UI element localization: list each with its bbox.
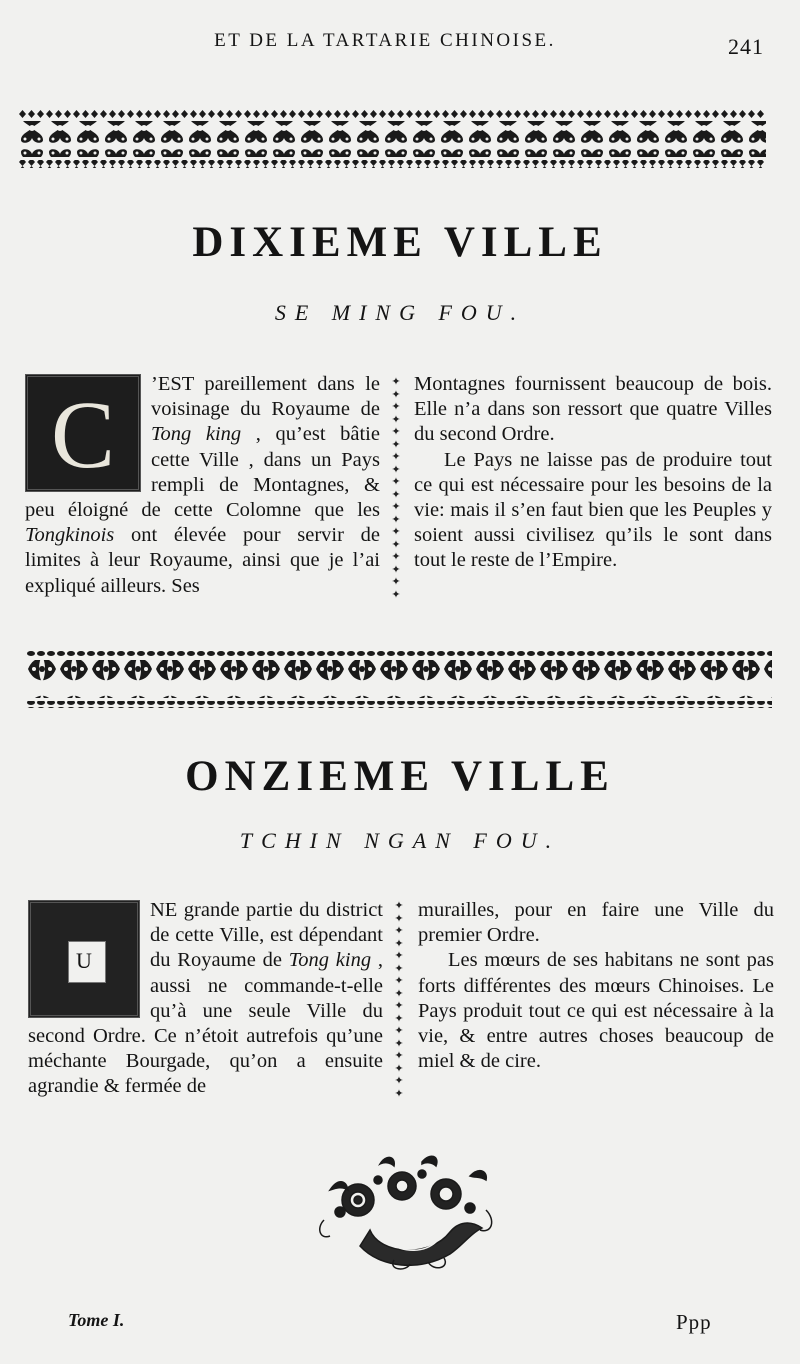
section-1-left-column: C ’EST pareillement dans le voisinage du Royaume de Tong king , qu’est bâtie cette Ville , dans un Pays rempli de Montagnes, & peu éloigné de cette Colomne que les Tongkinois ont élevée pour servir de limites à leur Royaume, ainsi que je l’ai expliqué ailleurs. Ses <box>25 373 380 597</box>
column-rule-1: ✦ ✦ ✦ ✦ ✦ ✦ ✦ ✦ ✦ ✦ ✦ ✦ ✦ ✦ ✦ ✦ ✦ ✦ <box>391 376 401 601</box>
ornament-band-top <box>18 110 766 170</box>
section-title-1: DIXIEME VILLE <box>192 219 608 266</box>
cornucopia-tailpiece <box>310 1150 500 1279</box>
section-1-right-column: Montagnes fournissent beaucoup de bois. Elle n’a dans son ressort que quatre Villes du second Ordre. Le Pays ne laisse pas de produire tout ce qui est nécessaire pour les besoins de la vie: mais il s’en faut bien que les Peuples y soient aussi civilisez qu’ils le sont dans tout le reste de l’Empire. <box>414 373 772 572</box>
column-rule-2: ✦ ✦ ✦ ✦ ✦ ✦ ✦ ✦ ✦ ✦ ✦ ✦ ✦ ✦ ✦ ✦ <box>394 900 404 1100</box>
drop-cap-c: C <box>25 374 141 492</box>
section-2-left-column: U NE grande partie du district de cette Ville, est dépendant du Royaume de Tong king , aussi ne commande-t-elle qu’à une seule Ville du second Ordre. Ce n’étoit autrefois qu’une méchante Bourgade, qu’on a ensuite agrandie & fermée de <box>28 899 383 1098</box>
ornament-pattern <box>26 650 772 708</box>
running-title: ET DE LA TARTARIE CHINOISE. <box>214 30 556 51</box>
section-2-right-column: murailles, pour en faire une Ville du premier Ordre. Les mœurs de ses habitans ne sont pas forts différentes des mœurs Chinoises. Le Pays produit tout ce qui est nécessaire à la vie, & entre autres choses beaucoup de miel & de cire. <box>418 899 774 1073</box>
section-subtitle-1: SE MING FOU. <box>274 300 526 325</box>
volume-label: Tome I. <box>68 1310 125 1330</box>
signature-mark: Ppp <box>676 1310 712 1334</box>
page-number: 241 <box>728 34 764 59</box>
section-title-2: ONZIEME VILLE <box>185 753 615 800</box>
ornament-pattern <box>18 110 766 170</box>
ornament-band-middle <box>26 650 772 708</box>
section-subtitle-2: TCHIN NGAN FOU. <box>239 828 561 853</box>
cornucopia-icon <box>310 1150 500 1274</box>
drop-cap-u: U <box>28 900 140 1018</box>
